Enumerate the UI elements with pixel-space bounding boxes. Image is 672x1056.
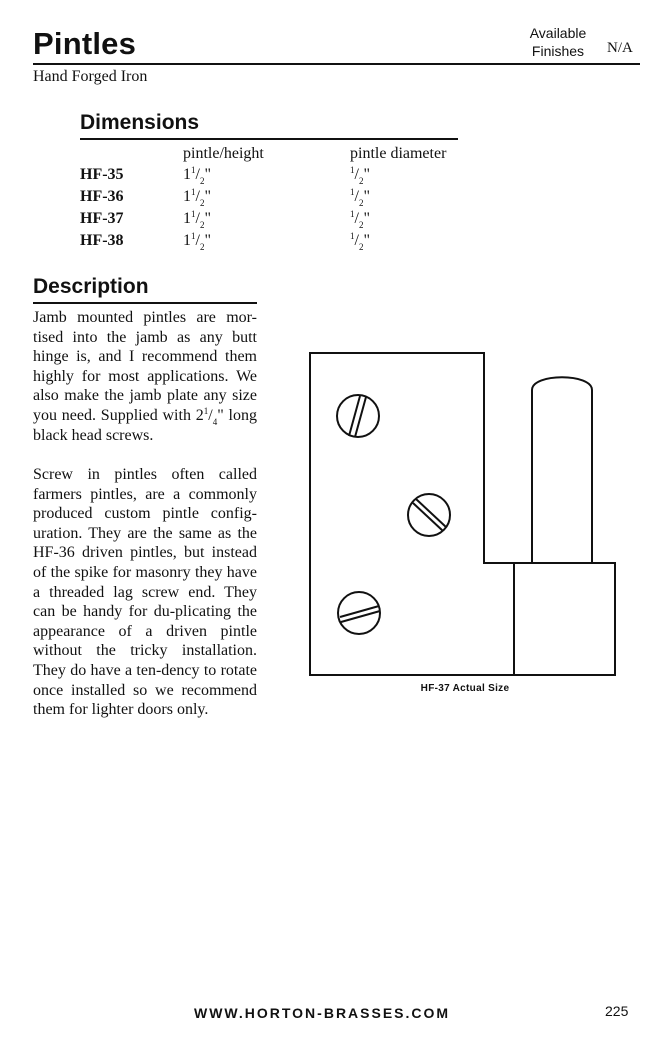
pintle-height: $1^1/_2$" bbox=[183, 231, 211, 252]
finishes-label-line2: Finishes bbox=[531, 43, 585, 59]
pintle-height: $1^1/_2$" bbox=[183, 209, 211, 230]
height-whole: 1 bbox=[183, 166, 191, 183]
diameter-denominator: 2 bbox=[358, 198, 364, 208]
dimensions-divider bbox=[80, 138, 458, 140]
table-row bbox=[0, 232, 500, 254]
height-numerator: 1 bbox=[191, 165, 196, 175]
height-denominator: 2 bbox=[199, 176, 205, 186]
screw-1 bbox=[337, 395, 379, 437]
table-row bbox=[0, 188, 500, 210]
height-unit: " bbox=[204, 210, 211, 227]
height-unit: " bbox=[204, 232, 211, 249]
column-header-diameter: pintle diameter bbox=[350, 145, 447, 162]
height-numerator: 1 bbox=[191, 209, 196, 219]
pintle-base bbox=[514, 563, 615, 675]
height-whole: 1 bbox=[183, 232, 191, 249]
diameter-unit: " bbox=[363, 210, 370, 227]
fraction-numerator: 1 bbox=[203, 405, 209, 416]
available-finishes-value: N/A bbox=[607, 40, 633, 56]
diameter-unit: " bbox=[363, 166, 370, 183]
height-denominator: 2 bbox=[199, 242, 205, 252]
screw-2 bbox=[408, 494, 450, 536]
height-whole: 1 bbox=[183, 210, 191, 227]
paragraph-1-tail: " long black head screws. bbox=[33, 406, 257, 444]
header-divider bbox=[33, 63, 640, 65]
height-whole: 1 bbox=[183, 188, 191, 205]
pintle-diameter: $^1/_2$" bbox=[350, 209, 370, 230]
footer-website: WWW.HORTON-BRASSES.COM bbox=[194, 1005, 451, 1021]
pintle-diameter: $^1/_2$" bbox=[350, 165, 370, 186]
pintle-illustration bbox=[300, 345, 630, 680]
screw-3 bbox=[338, 592, 380, 634]
jamb-plate bbox=[310, 353, 514, 675]
pintle-height: $1^1/_2$" bbox=[183, 165, 211, 186]
available-finishes-label bbox=[522, 24, 594, 60]
diameter-numerator: 1 bbox=[350, 209, 355, 219]
diameter-numerator: 1 bbox=[350, 231, 355, 241]
product-code: HF-36 bbox=[80, 188, 124, 205]
height-numerator: 1 bbox=[191, 187, 196, 197]
table-row bbox=[0, 166, 500, 188]
product-code: HF-37 bbox=[80, 210, 124, 227]
diameter-unit: " bbox=[363, 232, 370, 249]
diameter-denominator: 2 bbox=[358, 242, 364, 252]
diameter-unit: " bbox=[363, 188, 370, 205]
column-header-height: pintle/height bbox=[183, 145, 264, 162]
product-code: HF-38 bbox=[80, 232, 124, 249]
height-numerator: 1 bbox=[191, 231, 196, 241]
table-row bbox=[0, 210, 500, 232]
height-unit: " bbox=[204, 188, 211, 205]
diameter-denominator: 2 bbox=[358, 220, 364, 230]
height-unit: " bbox=[204, 166, 211, 183]
description-paragraph-2: Screw in pintles often called farmers pintles, are a commonly produced custom pintle config-uration. They are the same as the HF-36 driven pintles, but instead of the spike for masonry they have a threaded lag screw end. They can be handy for du-plicating the appearance of a driven pintle without the tricky installation. They do have a ten-dency to rotate once installed so we recommend them for lighter doors only. bbox=[33, 466, 257, 719]
height-denominator: 2 bbox=[199, 220, 205, 230]
pintle-pin bbox=[532, 377, 592, 563]
pintle-diameter: $^1/_2$" bbox=[350, 231, 370, 252]
illustration-caption: HF-37 Actual Size bbox=[420, 683, 510, 694]
finishes-label-line1: Available bbox=[529, 25, 587, 41]
diameter-numerator: 1 bbox=[350, 165, 355, 175]
diameter-denominator: 2 bbox=[358, 176, 364, 186]
pintle-height: $1^1/_2$" bbox=[183, 187, 211, 208]
description-heading: Description bbox=[33, 275, 149, 298]
description-paragraph-1: Jamb mounted pintles are mor-tised into the jamb as any butt hinge is, and I recommend them highly for most applications. We also make the jamb plate any size you need. Supplied with $2^1/_4$" long black head screws. bbox=[33, 309, 257, 444]
diameter-numerator: 1 bbox=[350, 187, 355, 197]
pintle-diameter: $^1/_2$" bbox=[350, 187, 370, 208]
height-denominator: 2 bbox=[199, 198, 205, 208]
fraction-denominator: 4 bbox=[212, 416, 218, 427]
page-title: Pintles bbox=[33, 26, 137, 61]
page-subtitle: Hand Forged Iron bbox=[33, 68, 148, 85]
paragraph-1-text: Jamb mounted pintles are mor-tised into the jamb as any butt hinge is, and I recommend them highly for most applications. We also make the jamb plate any size you need. Supplied with 2 bbox=[33, 309, 257, 424]
page-number: 225 bbox=[605, 1003, 629, 1019]
dimensions-heading: Dimensions bbox=[80, 111, 200, 134]
product-code: HF-35 bbox=[80, 166, 124, 183]
description-divider bbox=[33, 302, 257, 304]
